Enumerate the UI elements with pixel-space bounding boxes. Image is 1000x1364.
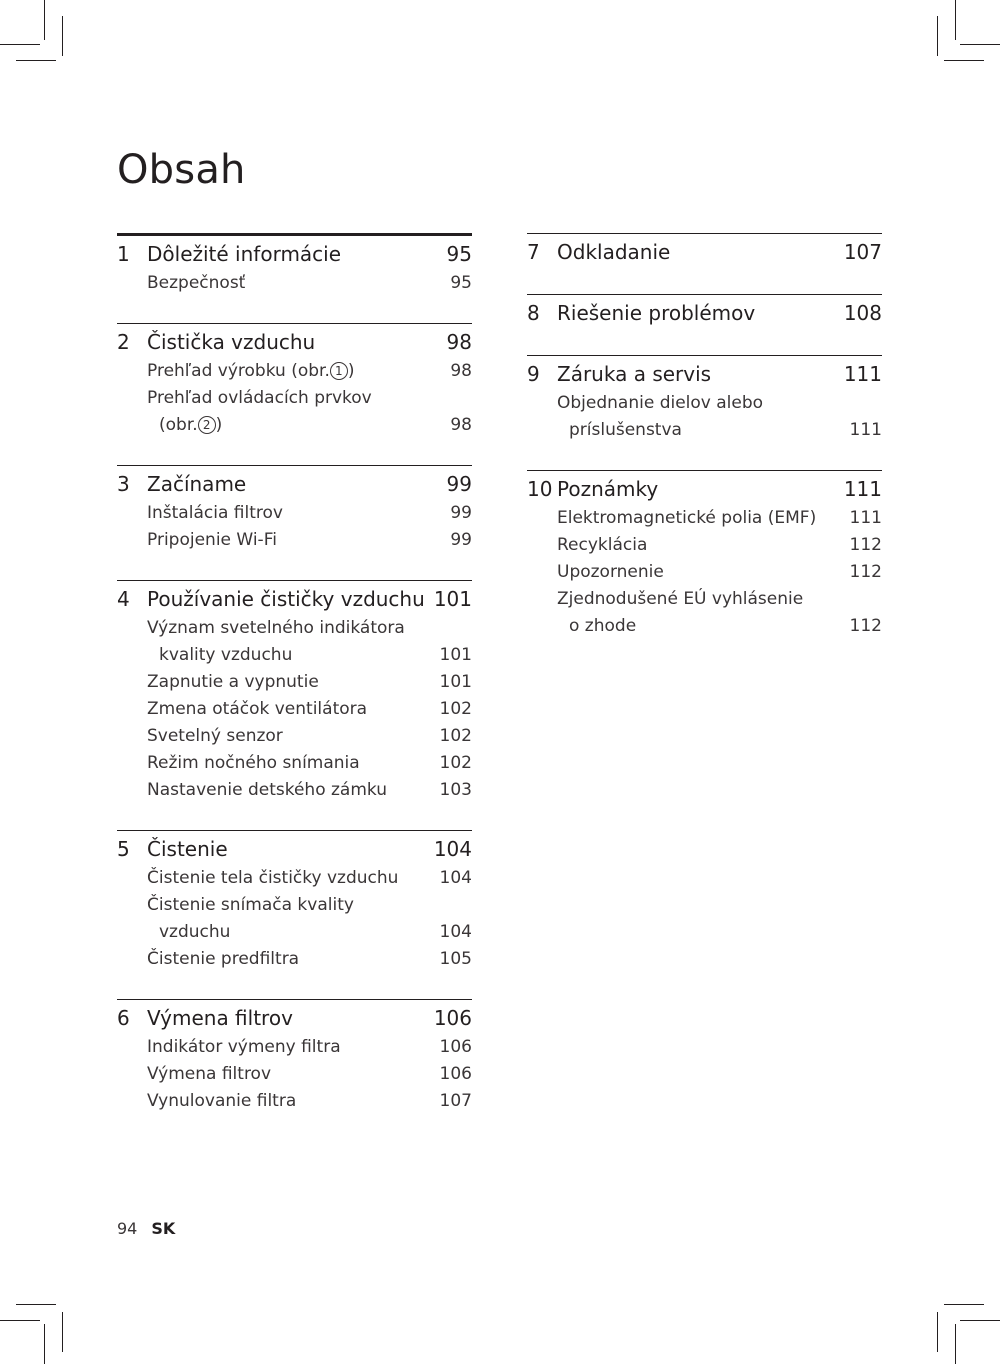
figure-number-badge: 2	[198, 416, 216, 434]
toc-item[interactable]	[117, 865, 472, 892]
item-page: 101	[439, 645, 472, 665]
section-number: 8	[527, 301, 540, 325]
item-title: Recyklácia	[557, 535, 648, 555]
toc-item[interactable]	[117, 750, 472, 777]
crop-mark	[16, 60, 56, 61]
item-title: Čistenie predfiltra	[147, 949, 300, 969]
item-page: 99	[450, 503, 472, 523]
toc-item[interactable]	[117, 1034, 472, 1061]
item-title-text: Prehľad výrobku (obr.	[147, 361, 330, 381]
toc-section	[117, 323, 472, 439]
section-page: 95	[446, 242, 472, 266]
toc-section-heading[interactable]	[117, 324, 472, 358]
crop-mark	[937, 16, 938, 56]
crop-mark	[937, 1312, 938, 1352]
crop-mark	[16, 1304, 56, 1305]
section-number: 3	[117, 472, 130, 496]
section-title: Dôležité informácie	[147, 242, 342, 266]
section-page: 104	[433, 837, 472, 861]
item-title: Čistenie tela čističky vzduchu	[147, 868, 399, 888]
item-title: Zapnutie a vypnutie	[147, 672, 319, 692]
toc-item[interactable]	[527, 532, 882, 559]
toc-item[interactable]	[117, 946, 472, 973]
crop-mark	[960, 1320, 1000, 1321]
section-title: Začíname	[147, 472, 247, 496]
item-title-line: Prehľad ovládacích prvkov	[147, 388, 372, 408]
toc-section-heading[interactable]	[527, 471, 882, 505]
item-title-text: )	[215, 415, 223, 435]
section-page: 111	[843, 362, 882, 386]
toc-left-column	[117, 233, 472, 1141]
toc-section-heading[interactable]	[117, 466, 472, 500]
toc-item[interactable]	[117, 270, 472, 297]
section-page: 108	[843, 301, 882, 325]
section-title: Používanie čističky vzduchu	[147, 587, 425, 611]
crop-mark	[944, 1304, 984, 1305]
item-title-line: Objednanie dielov alebo	[557, 393, 764, 413]
toc-item[interactable]	[117, 1061, 472, 1088]
section-page: 111	[843, 477, 882, 501]
item-title	[557, 586, 846, 640]
section-page: 101	[433, 587, 472, 611]
item-page: 112	[849, 562, 882, 582]
toc-section-heading[interactable]	[117, 831, 472, 865]
section-number: 5	[117, 837, 130, 861]
section-number: 9	[527, 362, 540, 386]
page-title: Obsah	[117, 146, 246, 193]
toc-section	[527, 355, 882, 444]
item-title-line: Význam svetelného indikátora	[147, 618, 405, 638]
crop-mark	[44, 1324, 45, 1364]
item-title: Výmena filtrov	[147, 1064, 272, 1084]
crop-mark	[0, 44, 40, 45]
toc-section-heading[interactable]	[527, 234, 882, 268]
item-page: 95	[450, 273, 472, 293]
toc-section	[117, 465, 472, 554]
section-title: Záruka a servis	[557, 362, 712, 386]
item-title-continuation	[147, 412, 436, 439]
item-page: 111	[849, 420, 882, 440]
item-title: Inštalácia filtrov	[147, 503, 283, 523]
section-page: 98	[446, 330, 472, 354]
item-page: 107	[439, 1091, 472, 1111]
item-title-continuation: príslušenstva	[569, 420, 682, 440]
toc-section	[117, 830, 472, 973]
item-title: Pripojenie Wi-Fi	[147, 530, 277, 550]
item-title: Indikátor výmeny filtra	[147, 1037, 341, 1057]
item-title: Zmena otáčok ventilátora	[147, 699, 368, 719]
toc-item[interactable]	[527, 586, 882, 640]
crop-mark	[62, 16, 63, 56]
item-title: Elektromagnetické polia (EMF)	[557, 508, 817, 528]
item-page: 112	[849, 616, 882, 636]
item-page: 106	[439, 1037, 472, 1057]
item-page: 102	[439, 753, 472, 773]
toc-item[interactable]	[527, 505, 882, 532]
item-title: Vynulovanie filtra	[147, 1091, 297, 1111]
toc-section-heading[interactable]	[117, 1000, 472, 1034]
item-title	[147, 892, 436, 946]
item-page: 102	[439, 699, 472, 719]
toc-item[interactable]	[117, 669, 472, 696]
crop-mark	[944, 60, 984, 61]
toc-section	[527, 294, 882, 329]
crop-mark	[960, 44, 1000, 45]
section-title: Čistička vzduchu	[147, 330, 316, 354]
item-title: Upozornenie	[557, 562, 664, 582]
item-title: Svetelný senzor	[147, 726, 283, 746]
item-title: Bezpečnosť	[147, 273, 246, 293]
toc-item[interactable]	[117, 696, 472, 723]
toc-item[interactable]	[117, 500, 472, 527]
section-number: 4	[117, 587, 130, 611]
item-title	[147, 358, 436, 385]
language-code: SK	[151, 1219, 176, 1238]
section-number: 10	[527, 477, 553, 501]
item-title-line: Zjednodušené EÚ vyhlásenie	[557, 589, 804, 609]
crop-mark	[0, 1320, 40, 1321]
section-page: 107	[843, 240, 882, 264]
item-title	[147, 385, 436, 439]
toc-section-heading[interactable]	[117, 236, 472, 270]
page-footer	[117, 1219, 175, 1238]
crop-mark	[44, 0, 45, 40]
toc-section	[117, 233, 472, 297]
page-number: 94	[117, 1219, 138, 1238]
item-page: 104	[439, 868, 472, 888]
section-number: 2	[117, 330, 130, 354]
figure-number-badge: 1	[330, 362, 348, 380]
item-page: 104	[439, 922, 472, 942]
section-number: 6	[117, 1006, 130, 1030]
item-page: 106	[439, 1064, 472, 1084]
toc-section	[117, 999, 472, 1115]
toc-item[interactable]	[117, 615, 472, 669]
toc-item[interactable]	[527, 559, 882, 586]
item-page: 112	[849, 535, 882, 555]
toc-item[interactable]	[117, 385, 472, 439]
item-page: 105	[439, 949, 472, 969]
toc-item[interactable]	[117, 1088, 472, 1115]
section-title: Výmena filtrov	[147, 1006, 293, 1030]
section-number: 7	[527, 240, 540, 264]
item-page: 103	[439, 780, 472, 800]
section-page: 106	[433, 1006, 472, 1030]
toc-section-heading[interactable]	[117, 581, 472, 615]
item-title: Nastavenie detského zámku	[147, 780, 388, 800]
item-title-continuation: o zhode	[569, 616, 637, 636]
section-page: 99	[446, 472, 472, 496]
toc-item[interactable]	[117, 723, 472, 750]
item-title	[557, 390, 846, 444]
toc-section	[527, 470, 882, 640]
item-title-text: (obr.	[159, 415, 198, 435]
item-title-continuation: kvality vzduchu	[159, 645, 293, 665]
crop-mark	[62, 1312, 63, 1352]
toc-right-column	[527, 233, 882, 666]
section-title: Poznámky	[557, 477, 659, 501]
item-page: 98	[450, 415, 472, 435]
item-page: 111	[849, 508, 882, 528]
item-page: 101	[439, 672, 472, 692]
toc-section-heading[interactable]	[527, 295, 882, 329]
toc-section-heading[interactable]	[527, 356, 882, 390]
crop-mark	[955, 1324, 956, 1364]
toc-item[interactable]	[117, 777, 472, 804]
item-page: 102	[439, 726, 472, 746]
item-page: 99	[450, 530, 472, 550]
crop-mark	[955, 0, 956, 40]
section-title: Riešenie problémov	[557, 301, 756, 325]
section-number: 1	[117, 242, 130, 266]
toc-section	[117, 580, 472, 804]
item-title	[147, 615, 436, 669]
toc-item[interactable]	[117, 358, 472, 385]
section-title: Čistenie	[147, 837, 228, 861]
section-title: Odkladanie	[557, 240, 671, 264]
item-title-text: )	[347, 361, 355, 381]
item-title-continuation: vzduchu	[159, 922, 231, 942]
toc-section	[527, 233, 882, 268]
item-page: 98	[450, 361, 472, 381]
item-title: Režim nočného snímania	[147, 753, 360, 773]
item-title-line: Čistenie snímača kvality	[147, 895, 354, 915]
toc-item[interactable]	[117, 527, 472, 554]
toc-item[interactable]	[527, 390, 882, 444]
toc-item[interactable]	[117, 892, 472, 946]
